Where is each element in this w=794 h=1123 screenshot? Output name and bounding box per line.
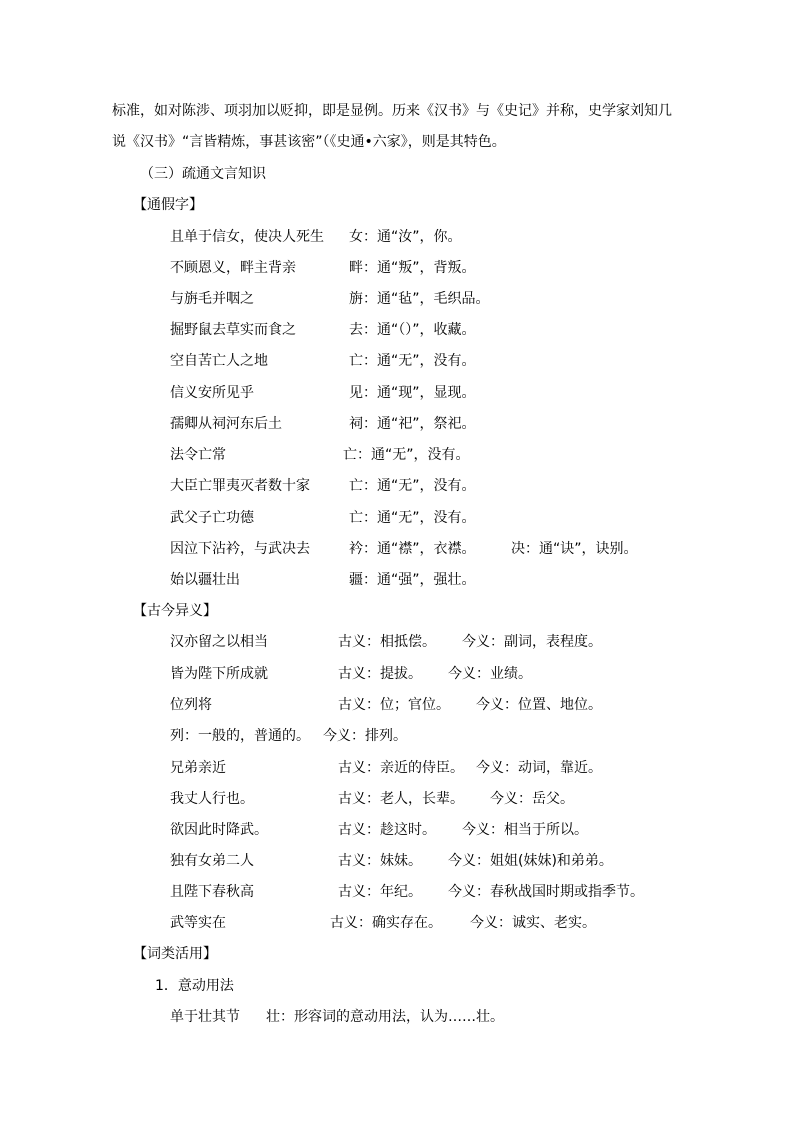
row-sentence: 法令亡常 — [170, 447, 226, 463]
row-new-meaning: 今义：副词，表程度。 — [462, 634, 602, 650]
row-sentence: 掘野鼠去草实而食之 — [170, 322, 296, 338]
row-note: 女：通“汝”，你。 — [349, 229, 462, 245]
intro-line-2: 说《汉书》“言皆精炼，事甚该密”（《史通•六家》，则是其特色。 — [112, 134, 506, 150]
row-sentence: 我丈人行也。 — [170, 791, 254, 807]
row-new-meaning: 今义：位置、地位。 — [476, 697, 602, 713]
row-note: 衿：通“襟”，衣襟。 — [349, 541, 476, 557]
row-old-meaning: 古义：趁这时。 — [338, 822, 436, 838]
row-old-meaning: 古义：年纪。 — [338, 884, 422, 900]
row-sentence: 独有女弟二人 — [170, 853, 254, 869]
row-old-meaning: 古义：老人，长辈。 — [338, 791, 464, 807]
row-new-meaning: 今义：业绩。 — [448, 666, 532, 682]
row-sentence: 位列将 — [170, 697, 212, 713]
intro-line-1: 标准，如对陈涉、项羽加以贬抑，即是显例。历来《汉书》与《史记》并称，史学家刘知几 — [112, 103, 672, 119]
row-sentence: 且陛下春秋高 — [170, 884, 254, 900]
gujin-heading: 【古今异义】 — [133, 603, 217, 619]
row-new-meaning: 今义：诚实、老实。 — [470, 915, 596, 931]
row-sentence: 皆为陛下所成就 — [170, 666, 268, 682]
row-sentence: 始以疆壮出 — [170, 572, 240, 588]
row-sentence: 武父子亡功德 — [170, 510, 254, 526]
row-old-meaning: 古义：提拔。 — [338, 666, 422, 682]
row-note: 畔：通“叛”，背叛。 — [349, 260, 476, 276]
row-note: 旃：通“毡”，毛织品。 — [349, 291, 490, 307]
row-sentence: 与旃毛并咽之 — [170, 291, 254, 307]
row-old-meaning: 古义：位；官位。 — [338, 697, 450, 713]
row-note: 亡：通“无”，没有。 — [349, 510, 476, 526]
row-sentence: 信义安所见乎 — [170, 385, 254, 401]
row-new-meaning: 今义：排列。 — [323, 728, 407, 744]
row-note: 疆：通“强”，强壮。 — [349, 572, 476, 588]
row-new-meaning: 今义：岳父。 — [490, 791, 574, 807]
row-note: 去：通“（）”，收藏。 — [349, 322, 476, 338]
row-note: 壮：形容词的意动用法，认为……壮。 — [266, 1009, 504, 1025]
row-old-meaning: 古义：亲近的侍臣。 — [338, 760, 464, 776]
row-sentence: 欲因此时降武。 — [170, 822, 268, 838]
row-note: 祠：通“祀”，祭祀。 — [349, 416, 476, 432]
row-new-meaning: 今义：姐姐(妹妹)和弟弟。 — [448, 853, 613, 869]
row-old-meaning: 古义：妹妹。 — [338, 853, 422, 869]
row-note: 亡：通“无”，没有。 — [349, 353, 476, 369]
row-sentence: 孺卿从祠河东后土 — [170, 416, 282, 432]
row-sentence: 因泣下沾衿，与武决去 — [170, 541, 310, 557]
row-new-meaning: 今义：动词，靠近。 — [476, 760, 602, 776]
row-note: 亡：通“无”，没有。 — [343, 447, 470, 463]
row-old-meaning: 古义：相抵偿。 — [338, 634, 436, 650]
row-sentence: 汉亦留之以相当 — [170, 634, 268, 650]
row-sentence: 且单于信女，使决人死生 — [170, 229, 324, 245]
row-sentence: 列：一般的，普通的。 — [170, 728, 310, 744]
row-old-meaning: 古义：确实存在。 — [330, 915, 442, 931]
row-new-meaning: 今义：相当于所以。 — [462, 822, 588, 838]
row-note: 见：通“现”，显现。 — [349, 385, 476, 401]
tongjiazi-heading: 【通假字】 — [133, 197, 203, 213]
row-sentence: 不顾恩义，畔主背亲 — [170, 260, 296, 276]
row-note: 亡：通“无”，没有。 — [349, 478, 476, 494]
row-sentence: 空自苦亡人之地 — [170, 353, 268, 369]
cilei-heading: 【词类活用】 — [133, 946, 217, 962]
row-note-2: 决：通“诀”，诀别。 — [511, 541, 638, 557]
section-heading: （三）疏通文言知识 — [140, 166, 266, 182]
row-new-meaning: 今义：春秋战国时期或指季节。 — [448, 884, 644, 900]
row-sentence: 兄弟亲近 — [170, 760, 226, 776]
row-sentence: 武等实在 — [170, 915, 226, 931]
row-sentence: 单于壮其节 — [170, 1009, 240, 1025]
row-sentence: 大臣亡罪夷灭者数十家 — [170, 478, 310, 494]
cilei-subheading: 1．意动用法 — [155, 978, 234, 994]
